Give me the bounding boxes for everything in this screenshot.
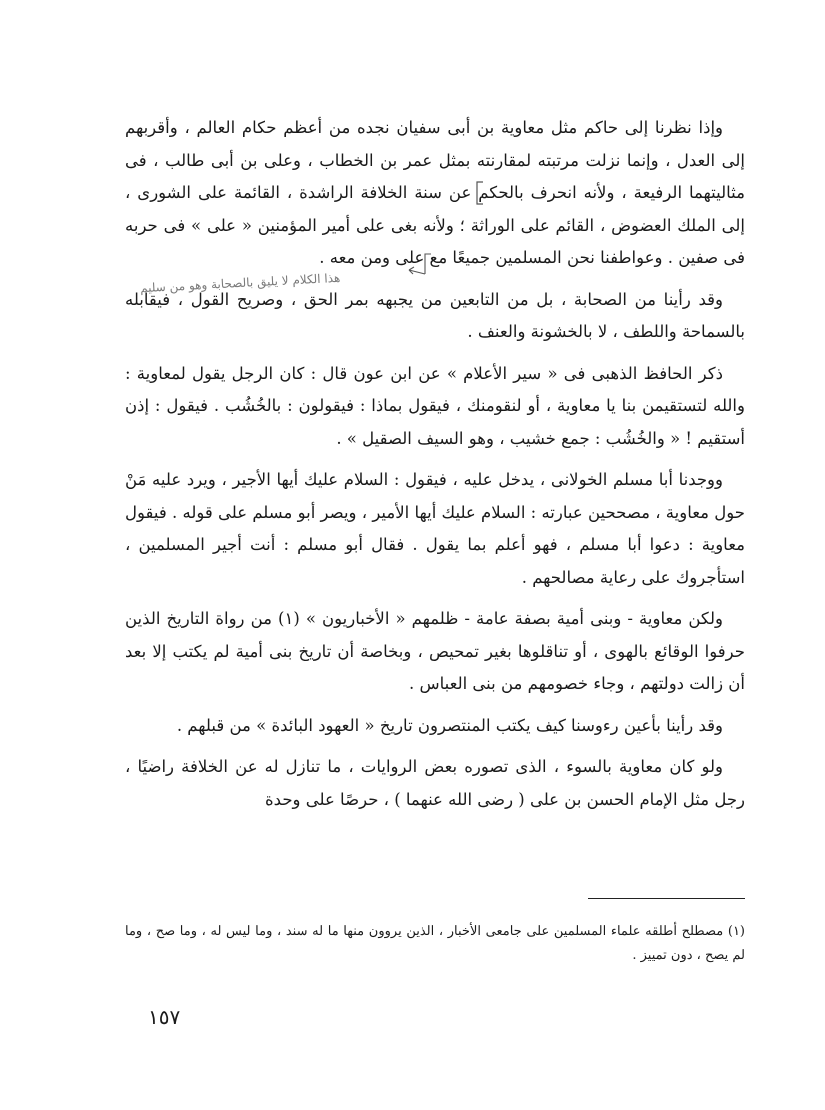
paragraph-3: ذكر الحافظ الذهبى فى « سير الأعلام » عن ابن عون قال : كان الرجل يقول لمعاوية : والله لتستقيمن بنا يا معاوية ، أو لنقومنك ، فيقول بماذا : فيقولون : بالخُشُب . فيقول : إذن أستقيم ! « والخُشُب : جمع خشيب ، وهو السيف الصقيل » . <box>125 363 745 448</box>
footnote-divider <box>588 898 745 899</box>
paragraph-6: وقد رأينا بأعين رءوسنا كيف يكتب المنتصرون تاريخ « العهود البائدة » من قبلهم . <box>176 715 723 735</box>
paragraph-5: ولكن معاوية - وبنى أمية بصفة عامة - ظلمهم « الأخباريون » (١) من رواة التاريخ الذين حرفوا الوقائع بالهوى ، أو تناقلوها بغير تمحيص ، وبخاصة أن تاريخ بنى أمية لم يكتب إلا بعد أن زالت دولتهم ، وجاء خصومهم من بنى العباس . <box>125 609 745 693</box>
paragraph-1: وإذا نظرنا إلى حاكم مثل معاوية بن أبى سفيان نجده من أعظم حكام العالم ، وأقربهم إلى العدل ، وإنما نزلت مرتبته لمقارنته بمثل عمر بن الخطاب ، وعلى بن أبى طالب ، فى مثاليتهما الرفيعة ، ولأنه انحرف بالحكم عن سنة الخلافة الراشدة ، القائمة على الشورى ، إلى الملك العضوض ، القائم على الوراثة ؛ ولأنه بغى على أمير المؤمنين « على » فى حربه فى صفين . وعواطفنا نحن المسلمين جميعًا مع على ومن معه . <box>125 118 745 267</box>
pen-arrow-mark <box>405 252 435 278</box>
main-text <box>125 112 745 825</box>
paragraph-2: وقد رأينا من الصحابة ، بل من التابعين من يجبهه بمر الحق ، وصريح القول ، فيقابله بالسماحة واللطف ، لا بالخشونة والعنف . <box>125 289 745 341</box>
page-number: ١٥٧ <box>148 1005 181 1029</box>
handwritten-margin-note: هذا الكلام لا يليق بالصحابة وهو من سليم <box>139 270 341 296</box>
pen-bracket-mark <box>473 180 487 206</box>
paragraph-4: ووجدنا أبا مسلم الخولانى ، يدخل عليه ، فيقول : السلام عليك أيها الأجير ، ويرد عليه مَنْ حول معاوية ، مصححين عبارته : السلام عليك أيها الأمير ، ويصر أبو مسلم على قوله . فيقول معاوية : دعوا أبا مسلم ، فهو أعلم بما يقول . فقال أبو مسلم : أنت أجير المسلمين ، استأجروك على رعاية مصالحهم . <box>125 470 745 587</box>
footnote: (١) مصطلح أطلقه علماء المسلمين على جامعى الأخبار ، الذين يروون منها ما له سند ، وما ليس له ، وما صح ، وما لم يصح ، دون تمييز . <box>125 924 745 963</box>
paragraph-7: ولو كان معاوية بالسوء ، الذى تصوره بعض الروايات ، ما تنازل له عن الخلافة راضيًا ، رجل مثل الإمام الحسن بن على ( رضى الله عنهما ) ، حرصًا على وحدة <box>125 757 745 809</box>
